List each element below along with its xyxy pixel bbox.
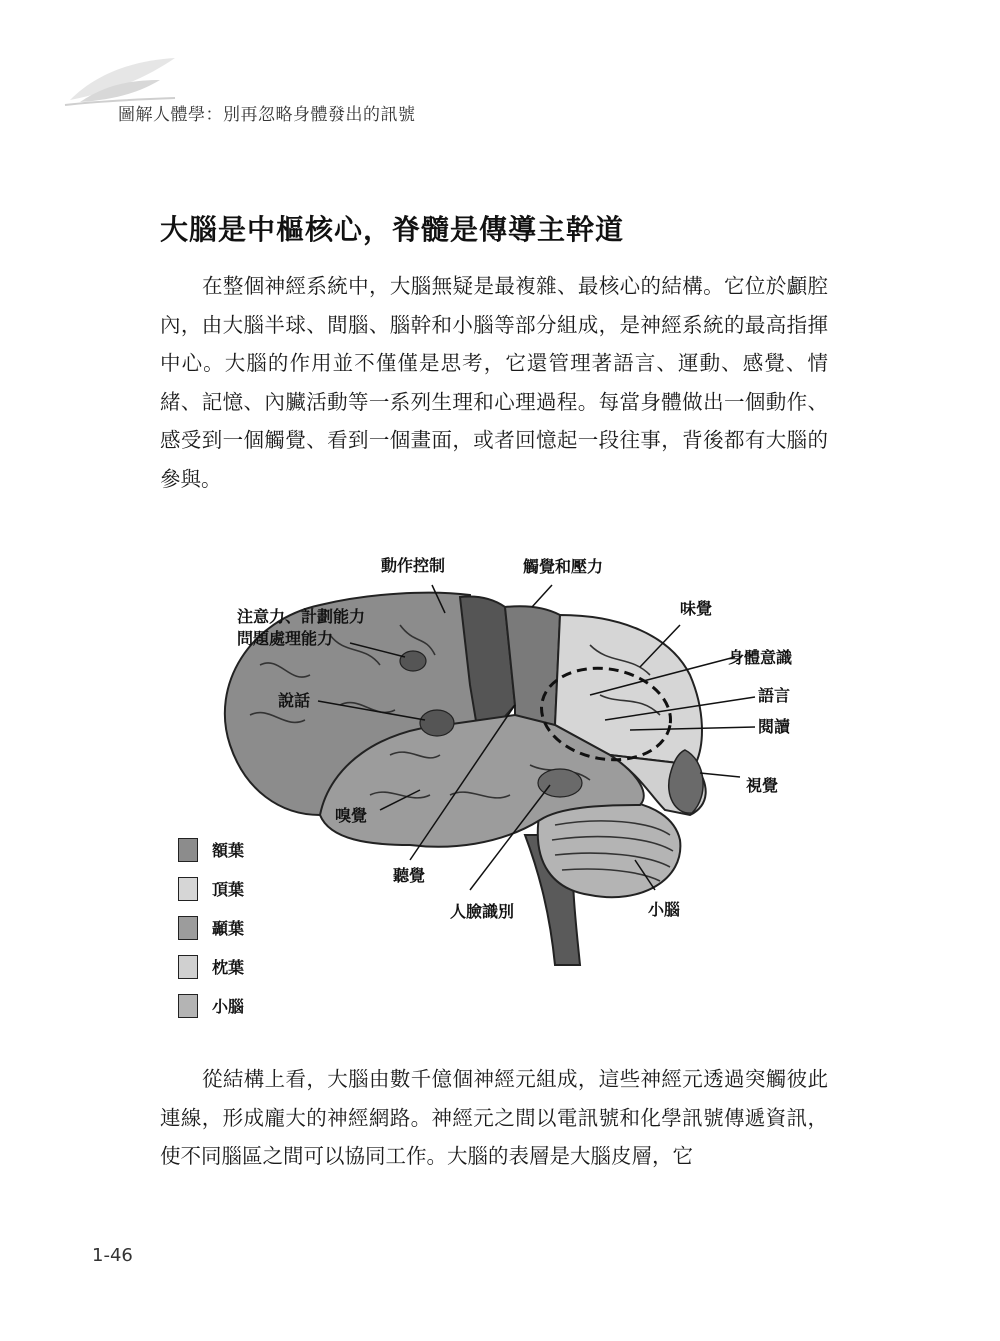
- legend-item-parietal: [178, 869, 244, 908]
- label-reading: 閱讀: [758, 717, 791, 736]
- label-face-recognition: 人臉識別: [450, 902, 515, 921]
- attention-spot: [400, 651, 426, 671]
- speech-spot: [420, 710, 454, 736]
- legend-swatch: [178, 994, 198, 1018]
- legend-swatch: [178, 877, 198, 901]
- legend-item-temporal: [178, 908, 244, 947]
- legend-label: 枕葉: [212, 958, 245, 977]
- legend-item-cerebellum: [178, 986, 244, 1025]
- section-heading: 大腦是中樞核心，脊髓是傳導主幹道: [160, 213, 625, 246]
- body-paragraph-2: 從結構上看，大腦由數千億個神經元組成，這些神經元透過突觸彼此連線，形成龐大的神經網路。神經元之間以電訊號和化學訊號傳遞資訊，使不同腦區之間可以協同工作。大腦的表層是大腦皮層，它: [160, 1067, 828, 1168]
- page-number: 1-46: [92, 1245, 133, 1266]
- label-language: 語言: [758, 686, 791, 705]
- running-head: 圖解人體學：別再忽略身體發出的訊號: [118, 105, 416, 125]
- legend-label: 小腦: [212, 997, 245, 1016]
- legend-label: 頂葉: [212, 880, 245, 899]
- label-motor-control: 動作控制: [381, 556, 446, 575]
- legend-label: 顳葉: [212, 919, 245, 938]
- label-speech: 說話: [278, 691, 311, 710]
- legend-label: 額葉: [212, 841, 245, 860]
- label-attention-line1: 注意力、計劃能力: [237, 607, 366, 626]
- label-cerebellum: 小腦: [648, 900, 681, 919]
- legend-item-frontal: [178, 830, 244, 869]
- label-vision: 視覺: [746, 776, 779, 795]
- label-body-awareness: 身體意識: [728, 648, 793, 667]
- figure-legend: [178, 830, 244, 1025]
- label-attention-line2: 問題處理能力: [237, 629, 334, 648]
- label-hearing: 聽覺: [393, 866, 426, 885]
- legend-swatch: [178, 838, 198, 862]
- legend-swatch: [178, 955, 198, 979]
- cerebellum-region: [538, 799, 681, 897]
- legend-item-occipital: [178, 947, 244, 986]
- label-smell: 嗅覺: [335, 806, 368, 825]
- label-touch-pressure: 觸覺和壓力: [523, 557, 604, 576]
- label-taste: 味覺: [680, 599, 713, 618]
- legend-swatch: [178, 916, 198, 940]
- body-paragraph-1: 在整個神經系統中，大腦無疑是最複雜、最核心的結構。它位於顱腔內，由大腦半球、間腦、腦幹和小腦等部分組成，是神經系統的最高指揮中心。大腦的作用並不僅僅是思考，它還管理著語言、運動、感覺、情緒、記憶、內臟活動等一系列生理和心理過程。每當身體做出一個動作、感受到一個觸覺、看到一個畫面，或者回憶起一段往事，背後都有大腦的參與。: [160, 274, 828, 491]
